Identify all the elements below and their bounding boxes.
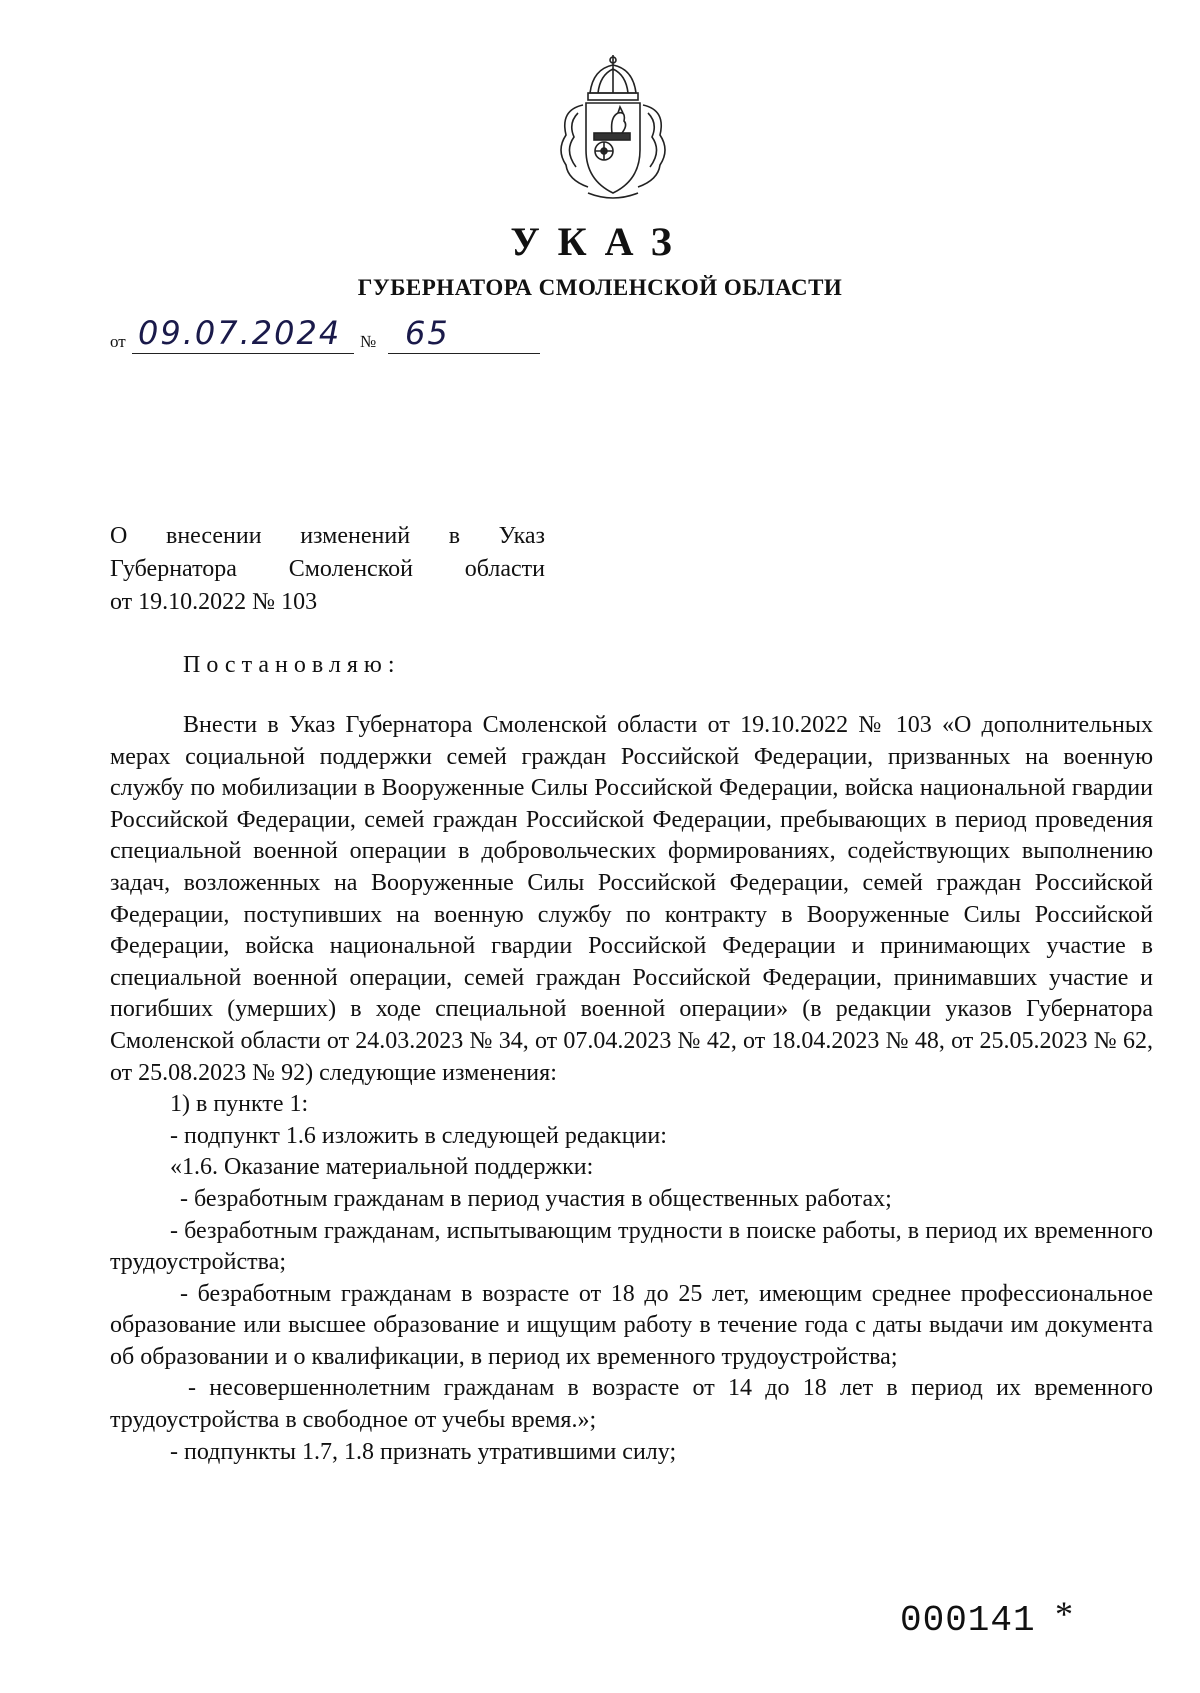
registration-line bbox=[110, 314, 550, 358]
document-body bbox=[110, 710, 1153, 1468]
date-handwritten: 09.07.2024 bbox=[138, 314, 342, 352]
paragraph: 1) в пункте 1: bbox=[170, 1091, 309, 1118]
number-underline bbox=[388, 353, 540, 354]
paragraph: - безработным гражданам в возрасте от 18 до 25 лет, имеющим среднее профессиональное образование или высшее образование и ищущим работу в течение года с даты выдачи им документа об образовании и о квалификации, в период их временного трудоустройства; bbox=[110, 1280, 1153, 1370]
subject-line: от 19.10.2022 № 103 bbox=[110, 589, 318, 615]
decree-word: Постановляю: bbox=[183, 652, 401, 678]
serial-mark: * bbox=[1055, 1594, 1073, 1634]
subject-line: О внесении изменений в Указ bbox=[110, 523, 545, 549]
number-prefix: № bbox=[360, 332, 377, 351]
paragraph: «1.6. Оказание материальной поддержки: bbox=[170, 1154, 594, 1181]
paragraph: - несовершеннолетним гражданам в возрасте от 14 до 18 лет в период их временного трудоустройства в свободное от учебы время.»; bbox=[110, 1375, 1153, 1434]
subject-block bbox=[110, 520, 545, 619]
date-underline bbox=[132, 353, 354, 354]
subject-line: Губернатора Смоленской области bbox=[110, 556, 545, 582]
paragraph: - безработным гражданам в период участия в общественных работах; bbox=[180, 1185, 892, 1212]
document-title: УКАЗ bbox=[510, 219, 690, 264]
date-prefix: от bbox=[110, 332, 126, 351]
serial-number: 000141 bbox=[900, 1600, 1036, 1641]
number-handwritten: 65 bbox=[405, 314, 450, 352]
paragraph: - подпункты 1.7, 1.8 признать утратившими силу; bbox=[170, 1438, 677, 1465]
paragraph: - подпункт 1.6 изложить в следующей редакции: bbox=[170, 1122, 667, 1149]
paragraph: - безработным гражданам, испытывающим трудности в поиске работы, в период их временного трудоустройства; bbox=[110, 1217, 1153, 1276]
issuer-title: ГУБЕРНАТОРА СМОЛЕНСКОЙ ОБЛАСТИ bbox=[357, 275, 843, 300]
paragraph: Внести в Указ Губернатора Смоленской области от 19.10.2022 № 103 «О дополнительных мерах социальной поддержки семей граждан Российской Федерации, призванных на военную службу по мобилизации в Вооруженные Силы Российской Федерации, войска национальной гвардии Российской Федерации, семей граждан Российской Федерации, пребывающих в период проведения специальной военной операции в добровольческих формированиях, содействующих выполнению задач, возложенных на Вооруженные Силы Российской Федерации, семей граждан Российской Федерации, поступивших на военную службу по контракту в Вооруженные Силы Российской Федерации, войска национальной гвардии Российской Федерации и принимающих участие в специальной военной операции, семей граждан Российской Федерации, принимавших участие и погибших (умерших) в ходе специальной военной операции» (в редакции указов Губернатора Смоленской области от 24.03.2023 № 34, от 07.04.2023 № 42, от 18.04.2023 № 48, от 25.05.2023 № 62, от 25.08.2023 № 92) следующие изменения: bbox=[110, 712, 1153, 1086]
smolensk-coat-of-arms-icon bbox=[548, 55, 678, 205]
